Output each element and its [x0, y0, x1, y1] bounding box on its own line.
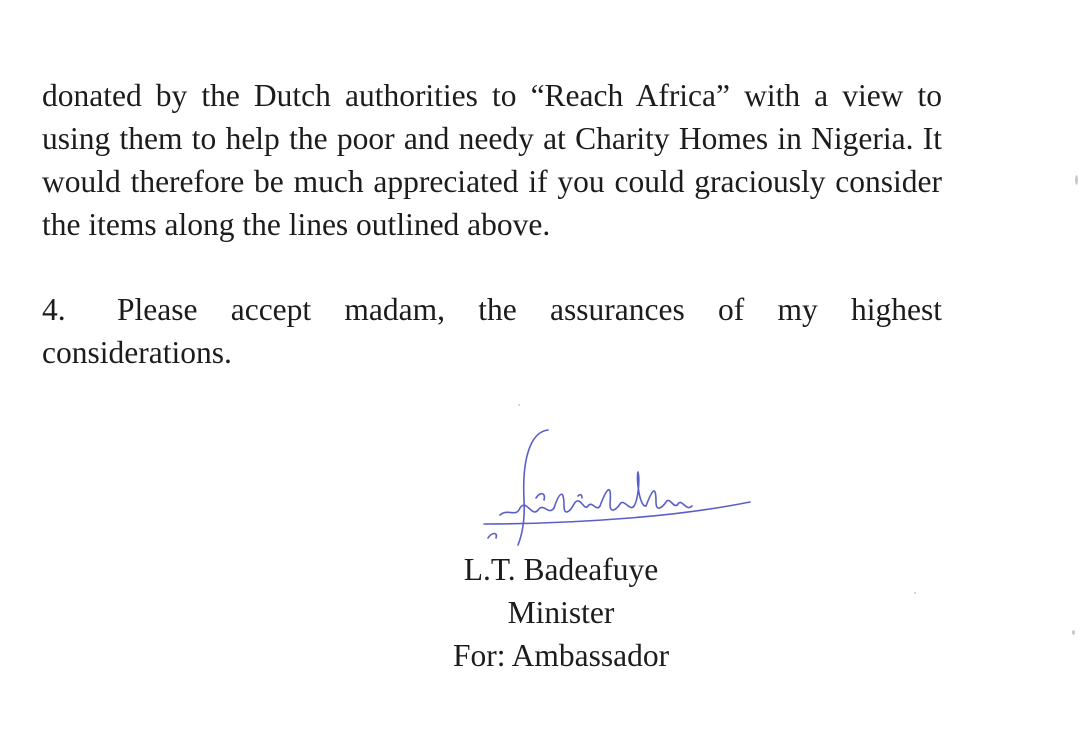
scan-speck [1072, 630, 1075, 635]
paragraph-gap [42, 246, 942, 288]
letter-body [42, 74, 942, 374]
signature-block [400, 548, 722, 677]
closing-paragraph: donated by the Dutch authorities to “Reach Africa” with a view to using them to help the poor and needy at Charity Homes in Nigeria. It would therefore be much appreciated if you could graciously consider the items along the lines outlined above. [42, 78, 942, 242]
final-paragraph [42, 288, 942, 374]
scan-speck [914, 592, 916, 594]
handwritten-signature [460, 420, 760, 560]
signatory-name: L.T. Badeafuye [463, 552, 659, 587]
signatory-title: Minister [507, 595, 615, 630]
scan-speck [1075, 175, 1078, 185]
signatory-on-behalf: For: Ambassador [452, 638, 670, 673]
final-paragraph-text: Please accept madam, the assurances of my highest considerations. [42, 292, 942, 370]
scan-speck [518, 404, 520, 406]
paragraph-number: 4. [42, 292, 66, 327]
